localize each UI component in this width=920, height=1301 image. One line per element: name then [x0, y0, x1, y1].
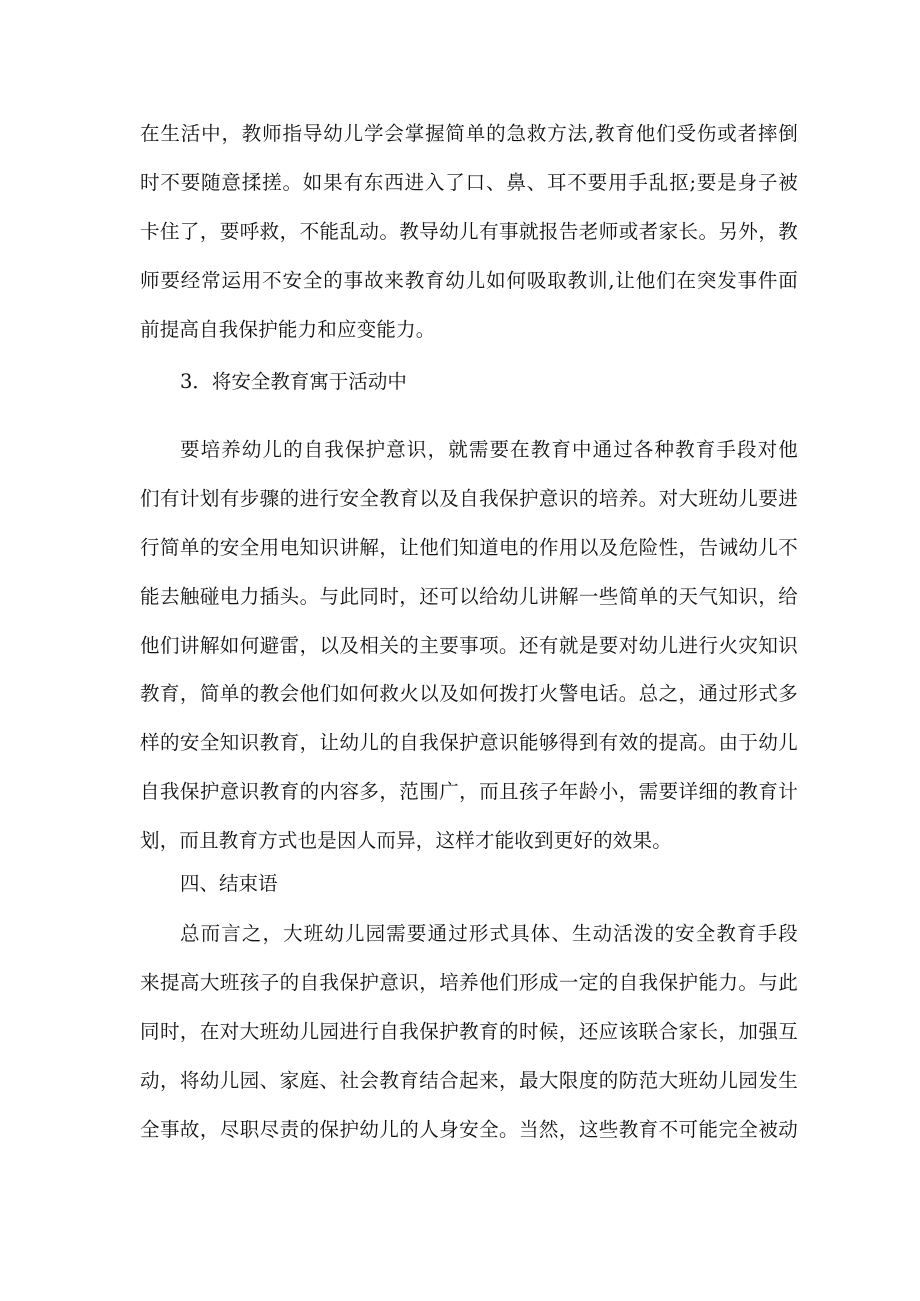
text-line: 划，而且教育方式也是因人而异，这样才能收到更好的效果。	[140, 829, 672, 853]
section-heading-conclusion: 四、结束语	[180, 872, 278, 895]
text-line: 教育，简单的教会他们如何救火以及如何拨打火警电话。总之，通过形式多	[140, 682, 798, 706]
text-line: 师要经常运用不安全的事故来教育幼儿如何吸取教训,让他们在突发事件面	[140, 268, 798, 292]
text-line: 前提高自我保护能力和应变能力。	[140, 317, 436, 341]
paragraph-safety-activities	[140, 426, 798, 866]
text-line: 在生活中，教师指导幼儿学会掌握简单的急救方法,教育他们受伤或者摔倒	[140, 122, 798, 145]
text-line: 时不要随意揉搓。如果有东西进入了口、鼻、耳不要用手乱抠;要是身子被	[140, 170, 798, 194]
paragraph-conclusion	[140, 910, 798, 1154]
text-line: 全事故，尽职尽责的保护幼儿的人身安全。当然，这些教育不可能完全被动	[140, 1117, 798, 1141]
paragraph-first-aid	[140, 110, 798, 354]
text-line: 自我保护意识教育的内容多，范围广，而且孩子年龄小，需要详细的教育计	[140, 780, 798, 804]
text-line: 动，将幼儿园、家庭、社会教育结合起来，最大限度的防范大班幼儿园发生	[140, 1068, 798, 1092]
text-line: 们有计划有步骤的进行安全教育以及自我保护意识的培养。对大班幼儿要进	[140, 486, 798, 510]
text-line: 来提高大班孩子的自我保护意识，培养他们形成一定的自我保护能力。与此	[140, 970, 798, 994]
section-heading-3: 3．将安全教育寓于活动中	[180, 370, 407, 393]
text-line: 总而言之，大班幼儿园需要通过形式具体、生动活泼的安全教育手段	[180, 922, 798, 945]
text-line: 能去触碰电力插头。与此同时，还可以给幼儿讲解一些简单的天气知识，给	[140, 584, 798, 608]
text-line: 卡住了，要呼救，不能乱动。教导幼儿有事就报告老师或者家长。另外，教	[140, 219, 798, 243]
text-line: 样的安全知识教育，让幼儿的自我保护意识能够得到有效的提高。由于幼儿	[140, 731, 798, 755]
text-line: 要培养幼儿的自我保护意识，就需要在教育中通过各种教育手段对他	[180, 438, 798, 461]
text-line: 同时，在对大班幼儿园进行自我保护教育的时候，还应该联合家长，加强互	[140, 1019, 798, 1043]
text-line: 行简单的安全用电知识讲解，让他们知道电的作用以及危险性，告诫幼儿不	[140, 535, 798, 559]
text-line: 他们讲解如何避雷，以及相关的主要事项。还有就是要对幼儿进行火灾知识	[140, 633, 798, 657]
